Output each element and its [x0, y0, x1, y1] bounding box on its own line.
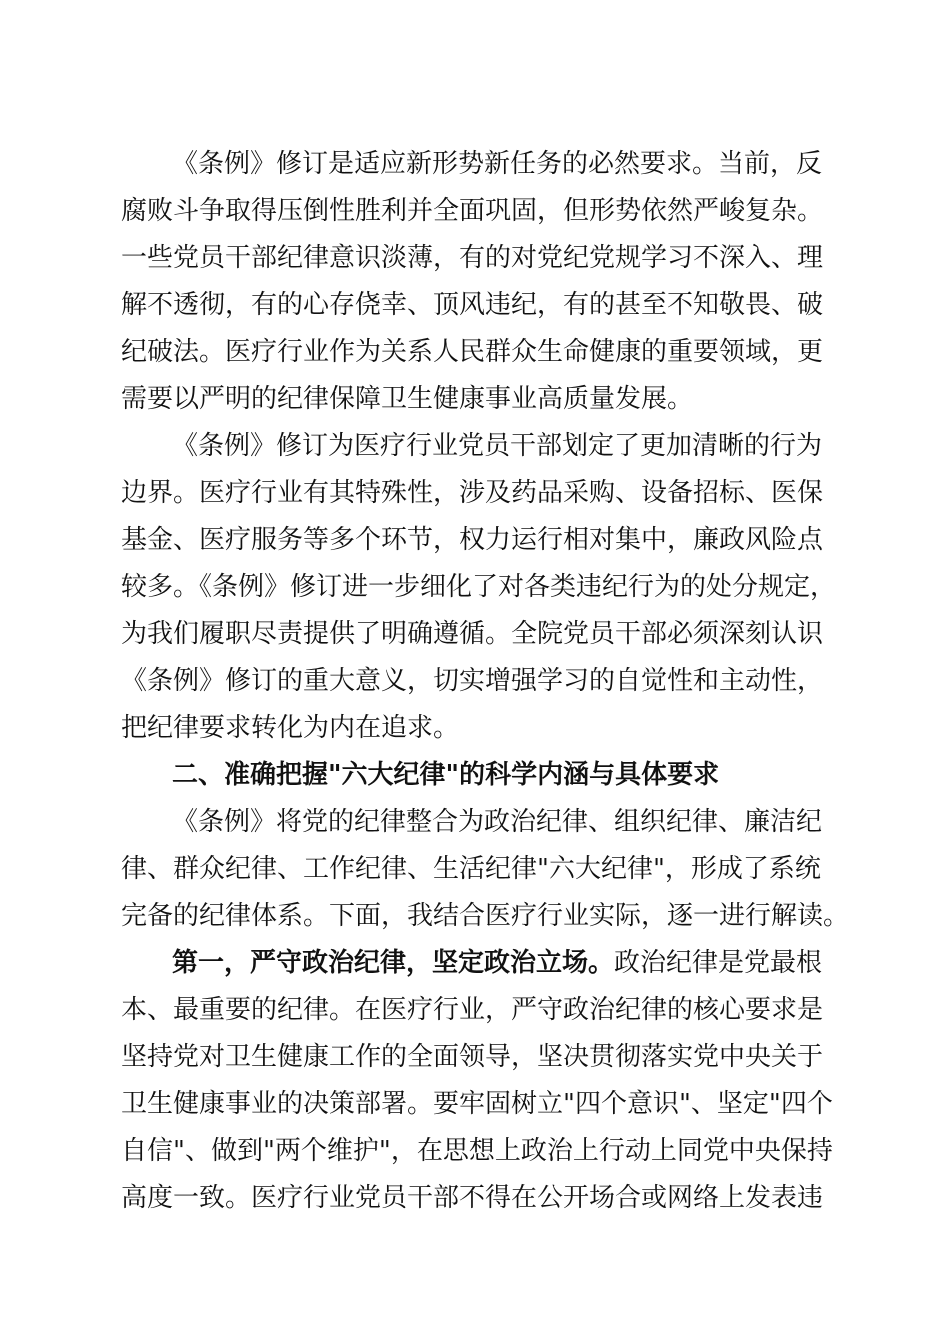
section-heading: 二、准确把握"六大纪律"的科学内涵与具体要求: [172, 760, 720, 790]
paragraph-2-line-6: 《条例》修订的重大意义，切实增强学习的自觉性和主动性，: [121, 666, 824, 696]
paragraph-4-lead-rest: 政治纪律是党最根: [614, 948, 823, 978]
paragraph-3-line-2: 律、群众纪律、工作纪律、生活纪律"六大纪律"，形成了系统: [121, 854, 821, 884]
paragraph-2-line-1: 《条例》修订为医疗行业党员干部划定了更加清晰的行为: [172, 431, 823, 461]
paragraph-4-line-5: 自信"、做到"两个维护"，在思想上政治上行动上同党中央保持: [121, 1136, 833, 1166]
paragraph-1-line-6: 需要以严明的纪律保障卫生健康事业高质量发展。: [121, 384, 694, 414]
paragraph-2-line-5: 为我们履职尽责提供了明确遵循。全院党员干部必须深刻认识: [121, 619, 824, 649]
paragraph-3-line-1: 《条例》将党的纪律整合为政治纪律、组织纪律、廉洁纪: [172, 807, 823, 837]
paragraph-2-line-2: 边界。医疗行业有其特殊性，涉及药品采购、设备招标、医保: [121, 478, 824, 508]
paragraph-2-line-4: 较多。《条例》修订进一步细化了对各类违纪行为的处分规定，: [121, 572, 837, 602]
paragraph-4-lead-bold: 第一，严守政治纪律，坚定政治立场。: [172, 948, 615, 978]
paragraph-1-line-3: 一些党员干部纪律意识淡薄，有的对党纪党规学习不深入、理: [121, 243, 824, 273]
paragraph-1-line-2: 腐败斗争取得压倒性胜利并全面巩固，但形势依然严峻复杂。: [121, 196, 824, 226]
paragraph-1-line-4: 解不透彻，有的心存侥幸、顶风违纪，有的甚至不知敬畏、破: [121, 290, 824, 320]
paragraph-3-line-3: 完备的纪律体系。下面，我结合医疗行业实际，逐一进行解读。: [121, 901, 850, 931]
paragraph-1-line-1: 《条例》修订是适应新形势新任务的必然要求。当前，反: [172, 149, 823, 179]
paragraph-4-line-6: 高度一致。医疗行业党员干部不得在公开场合或网络上发表违: [121, 1183, 824, 1213]
paragraph-2-line-7: 把纪律要求转化为内在追求。: [121, 713, 460, 743]
paragraph-1-line-5: 纪破法。医疗行业作为关系人民群众生命健康的重要领域，更: [121, 337, 824, 367]
paragraph-4-line-3: 坚持党对卫生健康工作的全面领导，坚决贯彻落实党中央关于: [121, 1042, 824, 1072]
paragraph-4-line-4: 卫生健康事业的决策部署。要牢固树立"四个意识"、坚定"四个: [121, 1089, 833, 1119]
paragraph-4-line-2: 本、最重要的纪律。在医疗行业，严守政治纪律的核心要求是: [121, 995, 824, 1025]
paragraph-4-line-1: [121, 940, 826, 987]
document-body: [121, 141, 850, 1222]
paragraph-2-line-3: 基金、医疗服务等多个环节，权力运行相对集中，廉政风险点: [121, 525, 824, 555]
